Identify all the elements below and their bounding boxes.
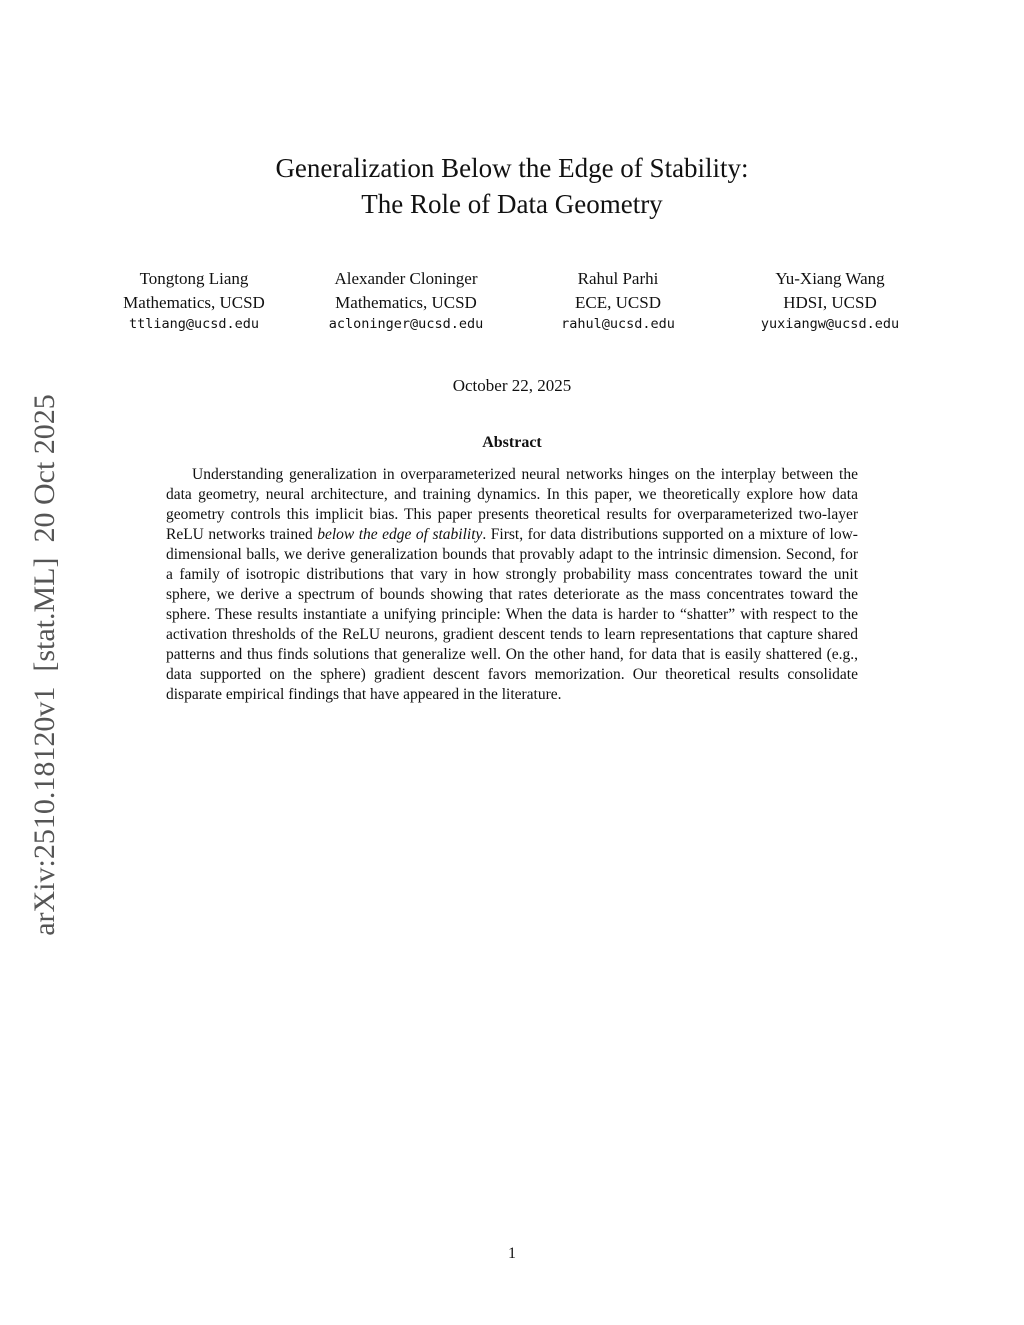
author-affiliation: ECE, UCSD: [575, 292, 661, 312]
page-number: 1: [508, 1245, 516, 1262]
author-name: Yu-Xiang Wang: [775, 268, 885, 288]
author-email: acloninger@ucsd.edu: [328, 316, 484, 333]
author-block: [745, 267, 915, 336]
author-affiliation: Mathematics, UCSD: [335, 292, 477, 312]
author-email: yuxiangw@ucsd.edu: [760, 316, 900, 333]
paper-title-line2: The Role of Data Geometry: [361, 189, 663, 220]
author-name: Rahul Parhi: [577, 268, 659, 288]
paper-title-line1: Generalization Below the Edge of Stability:: [275, 153, 749, 183]
author-block: [109, 267, 279, 336]
paper-date: October 22, 2025: [452, 376, 572, 396]
paper-title: [0, 150, 1024, 223]
author-affiliation: HDSI, UCSD: [783, 292, 877, 312]
author-block: [533, 267, 703, 336]
author-block: [321, 267, 491, 336]
abstract-heading: Abstract: [482, 434, 542, 452]
abstract-text: Understanding generalization in overparameterized neural networks hinges on the interplay between the data geometry, neural architecture, and training dynamics. In this paper, we theoretically explore how data geometry controls this implicit bias. This paper presents theoretical results for overparameterized two-layer ReLU networks trained below the edge of stability. First, for data distributions supported on a mixture of low-dimensional balls, we derive generalization bounds that provably adapt to the intrinsic dimension. Second, for a family of isotropic distributions that vary in how strongly probability mass concentrates toward the unit sphere, we derive a spectrum of bounds showing that rates deteriorate as the mass concentrates toward the sphere. These results instantiate a unifying principle: When the data is harder to “shatter” with respect to the activation thresholds of the ReLU neurons, gradient descent tends to learn representations that capture shared patterns and thus finds solutions that generalize well. On the other hand, for data that is easily shattered (e.g., data supported on the sphere) gradient descent favors memorization. Our theoretical results consolidate disparate empirical findings that have appeared in the literature.: [166, 466, 858, 704]
author-name: Tongtong Liang: [139, 268, 249, 288]
authors-row: [0, 267, 1024, 336]
author-affiliation: Mathematics, UCSD: [123, 292, 265, 312]
arxiv-watermark: arXiv:2510.18120v1 [stat.ML] 20 Oct 2025: [28, 394, 61, 936]
author-email: rahul@ucsd.edu: [561, 316, 675, 333]
author-email: ttliang@ucsd.edu: [128, 316, 260, 333]
author-name: Alexander Cloninger: [334, 268, 478, 288]
